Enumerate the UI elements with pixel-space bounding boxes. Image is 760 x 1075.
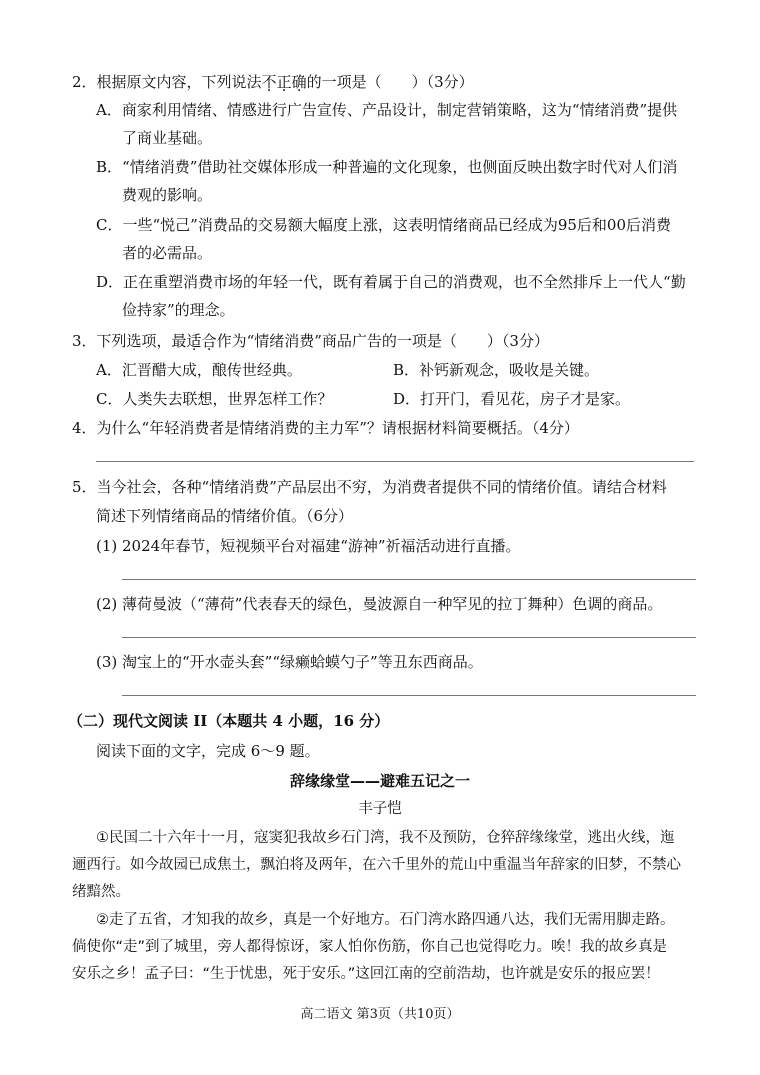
answer-line[interactable] (96, 461, 694, 462)
question-3-option-d: D．打开门，看见花，房子才是家。 (393, 390, 631, 408)
question-2-stem-text: 2．根据原文内容，下列说法 (72, 73, 262, 91)
question-3-option-a: A．汇晋醋大成，酿传世经典。 (96, 361, 302, 379)
question-2-stem (72, 72, 474, 92)
passage-author: 丰子恺 (358, 801, 402, 817)
question-2-option-c-line1: C．一些“悦己”消费品的交易额大幅度上涨，这表明情绪商品已经成为95后和00后消费 (96, 216, 671, 234)
page-footer: 高二语文 第3页（共10页） (300, 1007, 460, 1022)
question-4-stem: 4．为什么“年轻消费者是情绪消费的主力军”？请根据材料简要概括。（4分） (72, 419, 579, 437)
question-2-option-c-line2: 者的必需品。 (122, 244, 213, 262)
passage-paragraph-2-line2: 倘使你“走”到了城里，旁人都得惊讶，家人怕你伤筋，你自己也觉得吃力。唉！我的故乡真是 (72, 939, 668, 955)
passage-paragraph-1-line3: 绪黯然。 (72, 884, 130, 900)
passage-paragraph-2-line1: ②走了五省，才知我的故乡，真是一个好地方。石门湾水路四通八达，我们无需用脚走路。 (96, 912, 675, 928)
question-5-stem-line2: 简述下列情绪商品的情绪价值。（6分） (96, 507, 354, 525)
emphasis-char: 确 (291, 73, 307, 91)
passage-paragraph-2-line3: 安乐之乡！孟子曰：“生于忧患，死于安乐。”这回江南的空前浩劫，也许就是安乐的报应罢！ (72, 966, 660, 982)
passage-paragraph-1-line2: 逦西行。如今故园已成焦土，飘泊将及两年，在六千里外的荒山中重温当年辞家的旧梦，不禁心 (72, 857, 681, 873)
question-2-option-d-line1: D．正在重塑消费市场的年轻一代，既有着属于自己的消费观，也不全然排斥上一代人“勤 (96, 273, 686, 291)
question-3-option-b: B．补钙新观念，吸收是关键。 (393, 361, 600, 379)
question-3-stem (72, 331, 549, 351)
question-5-sub-3: (3) 淘宝上的“开水壶头套”“绿癞蛤蟆勺子”等丑东西商品。 (96, 653, 483, 671)
section-heading: （二）现代文阅读 II（本题共 4 小题，16 分） (68, 712, 390, 730)
question-5-sub-1: (1) 2024年春节，短视频平台对福建“游神”祈福活动进行直播。 (96, 537, 521, 555)
question-5-sub-2: (2) 薄荷曼波（“薄荷”代表春天的绿色，曼波源自一种罕见的拉丁舞种）色调的商品。 (96, 595, 663, 613)
answer-line[interactable] (122, 695, 696, 696)
passage-paragraph-1-line1: ①民国二十六年十一月，寇窦犯我故乡石门湾，我不及预防，仓猝辞缘缘堂，逃出火线，迤 (96, 830, 675, 846)
question-5-stem-line1: 5．当今社会，各种“情绪消费”产品层出不穷，为消费者提供不同的情绪价值。请结合材料 (72, 478, 667, 496)
answer-line[interactable] (122, 579, 696, 580)
question-2-option-b-line2: 费观的影响。 (122, 186, 213, 204)
passage-title: 辞缘缘堂——避难五记之一 (289, 772, 470, 790)
question-2-option-a-line2: 了商业基础。 (122, 129, 213, 147)
reading-instruction: 阅读下面的文字，完成 6～9 题。 (96, 742, 320, 760)
question-3-stem-tail: 作为“情绪消费”商品广告的一项是（ ）（3分） (216, 332, 549, 350)
question-2-option-a-line1: A．商家利用情绪、情感进行广告宣传、产品设计，制定营销策略，这为“情绪消费”提供 (96, 101, 678, 119)
emphasis-char: 正 (276, 73, 292, 91)
question-2-option-b-line1: B．“情绪消费”借助社交媒体形成一种普遍的文化现象，也侧面反映出数字时代对人们消 (96, 158, 678, 176)
question-3-option-c: C．人类失去联想，世界怎样工作？ (96, 390, 333, 408)
answer-line[interactable] (122, 637, 696, 638)
question-3-stem-text: 3．下列选项，最 (72, 332, 187, 350)
question-2-option-d-line2: 俭持家”的理念。 (122, 301, 235, 319)
emphasis-char: 适 (186, 332, 202, 350)
question-2-stem-tail: 的一项是（ ）（3分） (306, 73, 474, 91)
emphasis-char: 合 (201, 332, 217, 350)
emphasis-char: 不 (261, 73, 277, 91)
